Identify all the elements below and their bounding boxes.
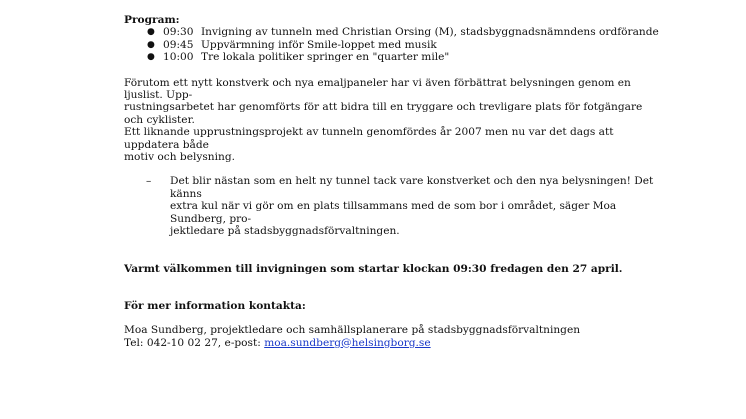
- paragraph-line: Förutom ett nytt konstverk och nya emaljpaneler har vi även förbättrat belysningen genom en ljuslist. Upp-: [124, 76, 631, 102]
- program-item: [124, 39, 664, 51]
- program-heading: Program:: [124, 14, 180, 26]
- quote-line: extra kul när vi gör om en plats tillsammans med de som bor i området, säger Moa Sundberg, pro-: [170, 200, 617, 225]
- paragraph-line: rustningsarbetet har genomförts för att bidra till en tryggare och trevligare plats för fotgängare och cyklister.: [124, 101, 643, 126]
- program-list: [124, 26, 664, 63]
- body-paragraph: [124, 77, 664, 164]
- program-item: [124, 51, 664, 63]
- contact-email-link[interactable]: moa.sundberg@helsingborg.se: [264, 336, 431, 349]
- paragraph-line: Ett liknande upprustningsprojekt av tunneln genomfördes år 2007 men nu var det dags att uppdatera både: [124, 126, 614, 151]
- program-item-time: 10:00: [163, 51, 194, 64]
- quote-line: jektledare på stadsbyggnadsförvaltningen.: [170, 225, 400, 238]
- quote-block: [124, 175, 660, 237]
- quote-line: Det blir nästan som en helt ny tunnel tack vare konstverket och den nya belysningen! Det känns: [170, 175, 654, 200]
- program-item-text: Tre lokala politiker springer en "quarter mile": [201, 51, 450, 64]
- program-item-time: 09:30: [163, 26, 194, 39]
- program-item-text: Invigning av tunneln med Christian Orsing (M), stadsbyggnadsnämndens ordförande: [201, 26, 659, 39]
- bullet-icon: ●: [147, 39, 155, 50]
- contact-heading: För mer information kontakta:: [124, 299, 306, 312]
- quote-dash: –: [146, 175, 152, 188]
- contact-phone: Tel: 042-10 02 27, e-post:: [124, 336, 265, 349]
- program-item-text: Uppvärmning inför Smile-loppet med musik: [201, 38, 437, 51]
- contact-phone-line: [124, 337, 664, 349]
- bullet-icon: ●: [147, 52, 155, 63]
- invitation-text: Varmt välkommen till invigningen som startar klockan 09:30 fredagen den 27 april.: [124, 262, 623, 275]
- program-item-time: 09:45: [163, 38, 194, 51]
- press-release-document: [124, 14, 664, 349]
- paragraph-line: motiv och belysning.: [124, 151, 235, 164]
- contact-name: Moa Sundberg, projektledare och samhällsplanerare på stadsbyggnadsförvaltningen: [124, 324, 581, 337]
- program-item: [124, 26, 664, 38]
- bullet-icon: ●: [147, 27, 155, 38]
